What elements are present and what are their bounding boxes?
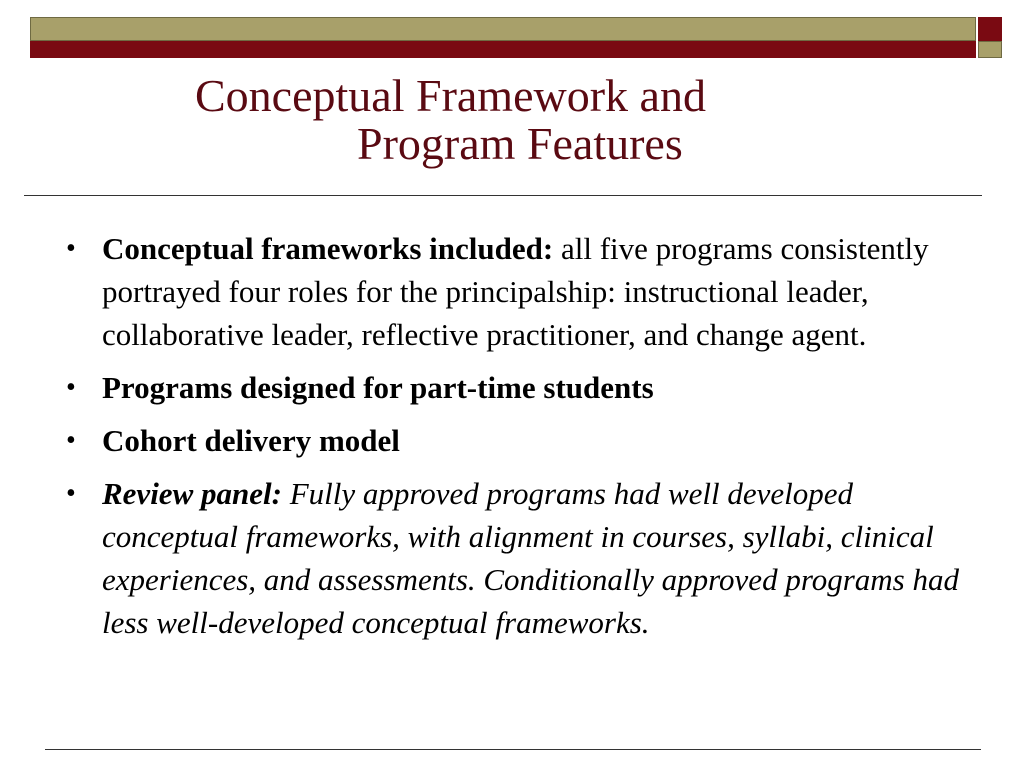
bullet-lead: Conceptual frameworks included: <box>102 231 554 266</box>
bullet-text: Fully approved programs had well developed conceptual frameworks, with alignment in courses, syllabi, clinical experiences, and assessments. Conditionally approved programs had less well-developed conceptual frameworks. <box>102 476 959 640</box>
bullet-icon: • <box>66 233 76 264</box>
bullet-item <box>60 227 990 356</box>
slide-title-line2: Program Features <box>357 118 683 169</box>
header-red-bar <box>30 41 976 58</box>
bullet-text: all five programs consistently portrayed four roles for the principalship: instructional leader, collaborative leader, reflective practitioner, and change agent. <box>102 231 929 352</box>
corner-olive-square <box>978 41 1002 58</box>
bullet-list <box>60 227 990 654</box>
bullet-lead: Cohort delivery model <box>102 423 400 458</box>
bullet-icon: • <box>66 478 76 509</box>
bullet-item <box>60 419 990 462</box>
bullet-item <box>60 472 990 644</box>
corner-red-square <box>978 17 1002 41</box>
footer-divider <box>45 749 981 750</box>
slide-title <box>195 72 895 168</box>
bullet-icon: • <box>66 425 76 456</box>
bullet-lead: Programs designed for part-time students <box>102 370 654 405</box>
bullet-item <box>60 366 990 409</box>
bullet-icon: • <box>66 372 76 403</box>
header-olive-bar <box>30 17 976 41</box>
title-divider <box>24 195 982 196</box>
slide-title-line1: Conceptual Framework and <box>195 70 706 121</box>
bullet-lead: Review panel: <box>102 476 282 511</box>
